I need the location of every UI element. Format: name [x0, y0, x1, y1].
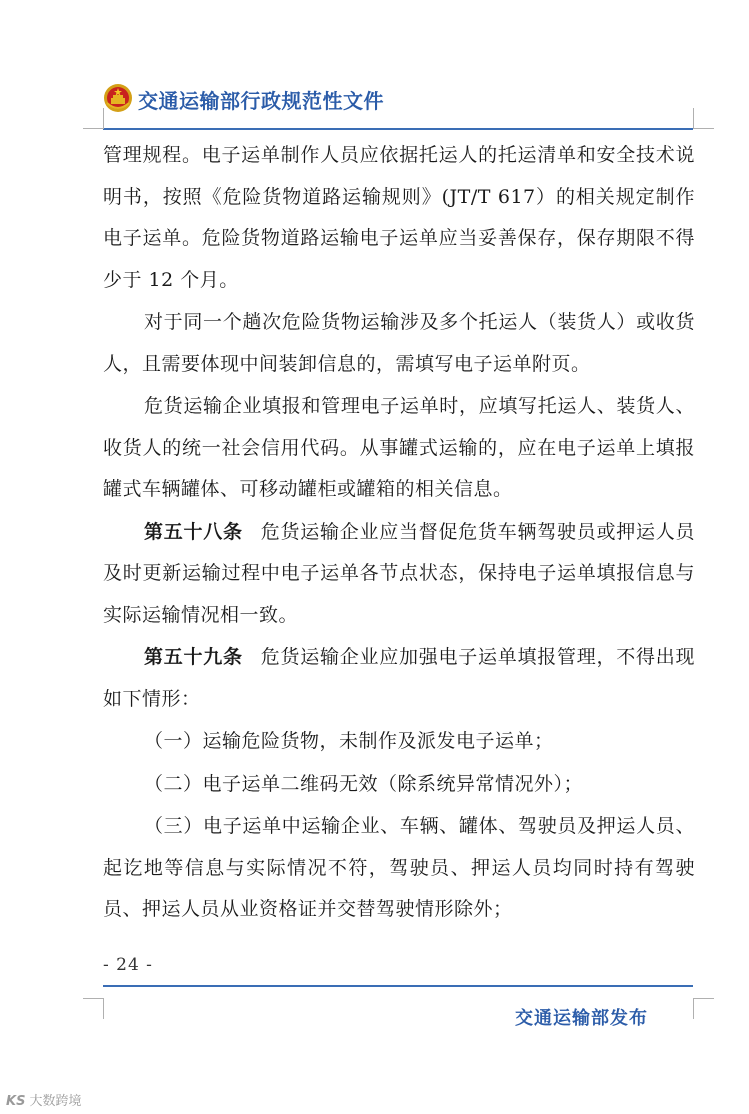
watermark	[6, 1090, 81, 1109]
crop-mark-bottom-left	[83, 998, 104, 1019]
list-item	[103, 764, 695, 806]
header-divider	[103, 128, 693, 130]
article-number: 第五十八条	[144, 520, 243, 543]
crop-mark-top-left	[83, 108, 104, 129]
paragraph-text: 危货运输企业应加强电子运单填报管理，不得出现如下情形：	[103, 646, 695, 710]
footer-publisher: 交通运输部发布	[515, 1008, 648, 1029]
national-emblem-icon	[103, 83, 133, 113]
header-title: 交通运输部行政规范性文件	[138, 89, 384, 113]
paragraph-text: 危货运输企业填报和管理电子运单时，应填写托运人、装货人、收货人的统一社会信用代码。从事罐式运输的，应在电子运单上填报罐式车辆罐体、可移动罐柜或罐箱的相关信息。	[103, 395, 695, 500]
page-number: - 24 -	[103, 955, 153, 975]
paragraph	[103, 386, 695, 511]
paragraph	[103, 135, 695, 301]
paragraph-text: 危货运输企业应当督促危货车辆驾驶员或押运人员及时更新运输过程中电子运单各节点状态，保持电子运单填报信息与实际运输情况相一致。	[103, 520, 695, 626]
crop-mark-bottom-right	[693, 998, 714, 1019]
paragraph-text: 对于同一个趟次危险货物运输涉及多个托运人（装货人）或收货人，且需要体现中间装卸信息的，需填写电子运单附页。	[103, 311, 695, 375]
article-number: 第五十九条	[144, 646, 243, 668]
document-body	[103, 135, 695, 931]
article-59	[103, 637, 695, 720]
crop-mark-top-right	[693, 108, 714, 129]
paragraph-text: 管理规程。电子运单制作人员应依据托运人的托运清单和安全技术说明书，按照《危险货物道路运输规则》(JT/T 617）的相关规定制作电子运单。危险货物道路运输电子运单应当妥善保存，保存期限不得少于 12 个月。	[103, 144, 695, 291]
paragraph-text: （二）电子运单二维码无效（除系统异常情况外）；	[144, 772, 584, 795]
watermark-text: 大数跨境	[29, 1094, 82, 1109]
watermark-logo-icon: KS	[6, 1094, 26, 1109]
list-item	[103, 806, 695, 931]
footer-divider	[103, 985, 693, 987]
list-item	[103, 721, 695, 763]
paragraph-text: （三）电子运单中运输企业、车辆、罐体、驾驶员及押运人员、起讫地等信息与实际情况不符，驾驶员、押运人员均同时持有驾驶员、押运人员从业资格证并交替驾驶情形除外；	[103, 815, 695, 920]
paragraph	[103, 302, 695, 385]
paragraph-text: （一）运输危险货物，未制作及派发电子运单；	[144, 730, 554, 752]
article-58	[103, 512, 695, 637]
